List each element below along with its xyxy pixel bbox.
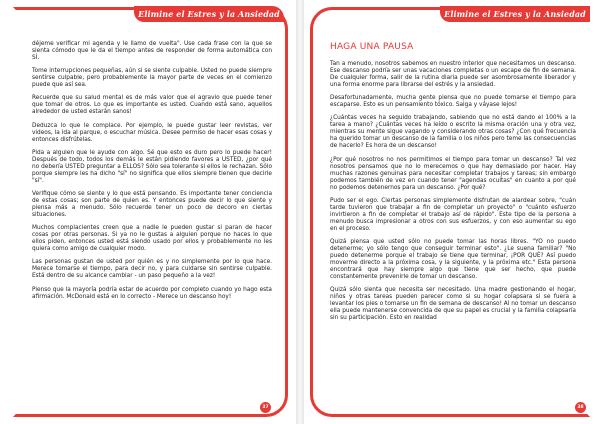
paragraph: Verifique cómo se siente y lo que está pensando. Es importante tener conciencia de estas cosas; son parte de quien es. Y entonces puede decir lo que siente y piensa más a menudo. Sólo recuerde tener un poco de decoro en ciertas situaciones.	[32, 190, 272, 218]
paragraph: Recuerde que su salud mental es de más valor que el agravio que puede tener que tomar de otros. Lo que es importante es usted. Cuando está sano, aquellos alrededor de usted estarán sanos!	[32, 95, 272, 116]
paragraph: Tome interrupciones pequeñas, aún si se siente culpable. Usted no puede siempre sentirse culpable, pero probablemente la mayor parte de veces en el comienzo puede que así sea.	[32, 68, 272, 89]
section-heading: HAGA UNA PAUSA	[330, 42, 414, 52]
paragraph: Quizá sólo sienta que necesita ser necesitado. Una madre gestionando el hogar, niños y otras tareas pueden parecer como si su hogar colapsara si se fuera a levantar los pies o tomarse un fin de semana de descanso! Al no tomar un descanso ella puede mantenerse convencida de que su papel es crucial y la familia colapsaría sin su participación. Esto en realidad	[330, 287, 576, 322]
paragraph: ¿Por qué nosotros no nos permitimos el tiempo para tomar un descanso? Tal vez nosotros pensamos que no lo merecemos o que hay demasiado por hacer. Hay muchas razones genuinas para necesitar completar trabajos y tareas; sin embargo podemos también de vez en cuando tener "agendas ocultas" en cuanto a por qué no podemos detenernos para un descanso. ¿Por qué?	[330, 156, 576, 191]
paragraph: Deduzca lo que le complace. Por ejemplo, le puede gustar leer revistas, ver videos, la ida al parque, o escuchar música. Desee permiso de hacer esas cosas y entonces disfrútelas.	[32, 122, 272, 143]
paragraph: Pudo ser el ego. Ciertas personas simplemente disfrutan de alardear sobre, "cuán tarde tuvieron que trabajar a fin de completar un proyecto" o "cuánto esfuerzo invirtieron a fin de completar el trabajo así de rápido". Este tipo de la persona a menudo busca impresionar a otros con sus esfuerzos, y con eso aumentar su ego en el proceso.	[330, 197, 576, 232]
paragraph: déjeme verificar mi agenda y le llamo de vuelta". Use cada frase con la que se sienta cómodo que le da el tiempo antes de responder de forma automática con SÍ.	[32, 41, 272, 61]
page-number: 38	[575, 402, 586, 413]
paragraph: Quizá piensa que usted sólo no puede tomar las horas libres. "YO no puedo detenerme; yo sólo tengo que conseguir terminar esto". ¿Le suena familiar? "No puedo detenerme porque el trabajo se tiene que terminar, ¡POR QUÉ? Así puedo moverme directo a la próxima cosa, y la siguiente, y la próxima etc." Esta persona encontrará que hay siempre algo que tiene que ser hecho, que puede constantemente prevenirle de tomar un descanso.	[330, 238, 576, 280]
running-header: Elimine el Estres y la Ansiedad	[440, 6, 590, 22]
paragraph: Desafortunadamente, mucha gente piensa que no puede tomarse el tiempo para escaparse. Esto es un pensamiento tóxico. Salga y váyase lejos!	[330, 95, 576, 109]
paragraph: ¿Cuántas veces ha seguido trabajando, sabiendo que no está dando el 100% a la tarea a mano? ¿Cuántas veces ha leído o escrito la misma oración una y otra vez, mientras su mente sigue vagando y considerando otras cosas? ¿Con qué frecuencia ha querido tomar un descanso de la familia o los niños pero teme las consecuencias de hacerlo? Es hora de un descanso!	[330, 115, 576, 150]
paragraph: Pida a alguien que le ayude con algo. Sé que esto es duro pero lo puede hacer! Después de todo, todos los demás le están pidiendo favores a USTED, ¿por qué no debería USTED preguntar a ELLOS? Sólo sea tolerante si ellos le rechazan. Sólo porque siempre les ha dicho "sí" no significa que ellos siempre tienen que decirle "sí".	[32, 149, 272, 184]
paragraph: Pienso que la mayoría podría estar de acuerdo por completo cuando yo hago esta afirmación. McDonald está en lo correcto - Merece un descanso hoy!	[32, 286, 272, 300]
left-page	[0, 0, 296, 424]
right-page	[304, 0, 600, 424]
running-header: Elimine el Estres y la Ansiedad	[134, 6, 284, 22]
page-body	[32, 41, 272, 307]
paragraph: Tan a menudo, nosotros sabemos en nuestro interior que necesitamos un descanso. Ese descanso podría ser unas vacaciones completas o un escape de fin de semana. De cualquier forma, salir de la rutina diaria puede ser asombrosamente liberador y una forma enorme para librarse del estrés y la ansiedad.	[330, 61, 576, 88]
page-body	[330, 42, 576, 328]
book-gutter	[296, 0, 304, 424]
page-number: 37	[260, 402, 271, 413]
paragraph: Las personas gustan de usted por quién es y no simplemente por lo que hace. Merece tomarse el tiempo, para decir no, y para cuidarse sin sentirse culpable. Está dentro de su alcance cambiar - un paso pequeño a la vez!	[32, 259, 272, 280]
paragraph: Muchos complacientes creen que a nadie le pueden gustar si paran de hacer cosas por otras personas. Si ya no le gustas a alguien porque no haces lo que ellos piden, entonces usted está siendo usado por ellos y probablemente no les quiera como amigo de cualquier modo.	[32, 225, 272, 253]
